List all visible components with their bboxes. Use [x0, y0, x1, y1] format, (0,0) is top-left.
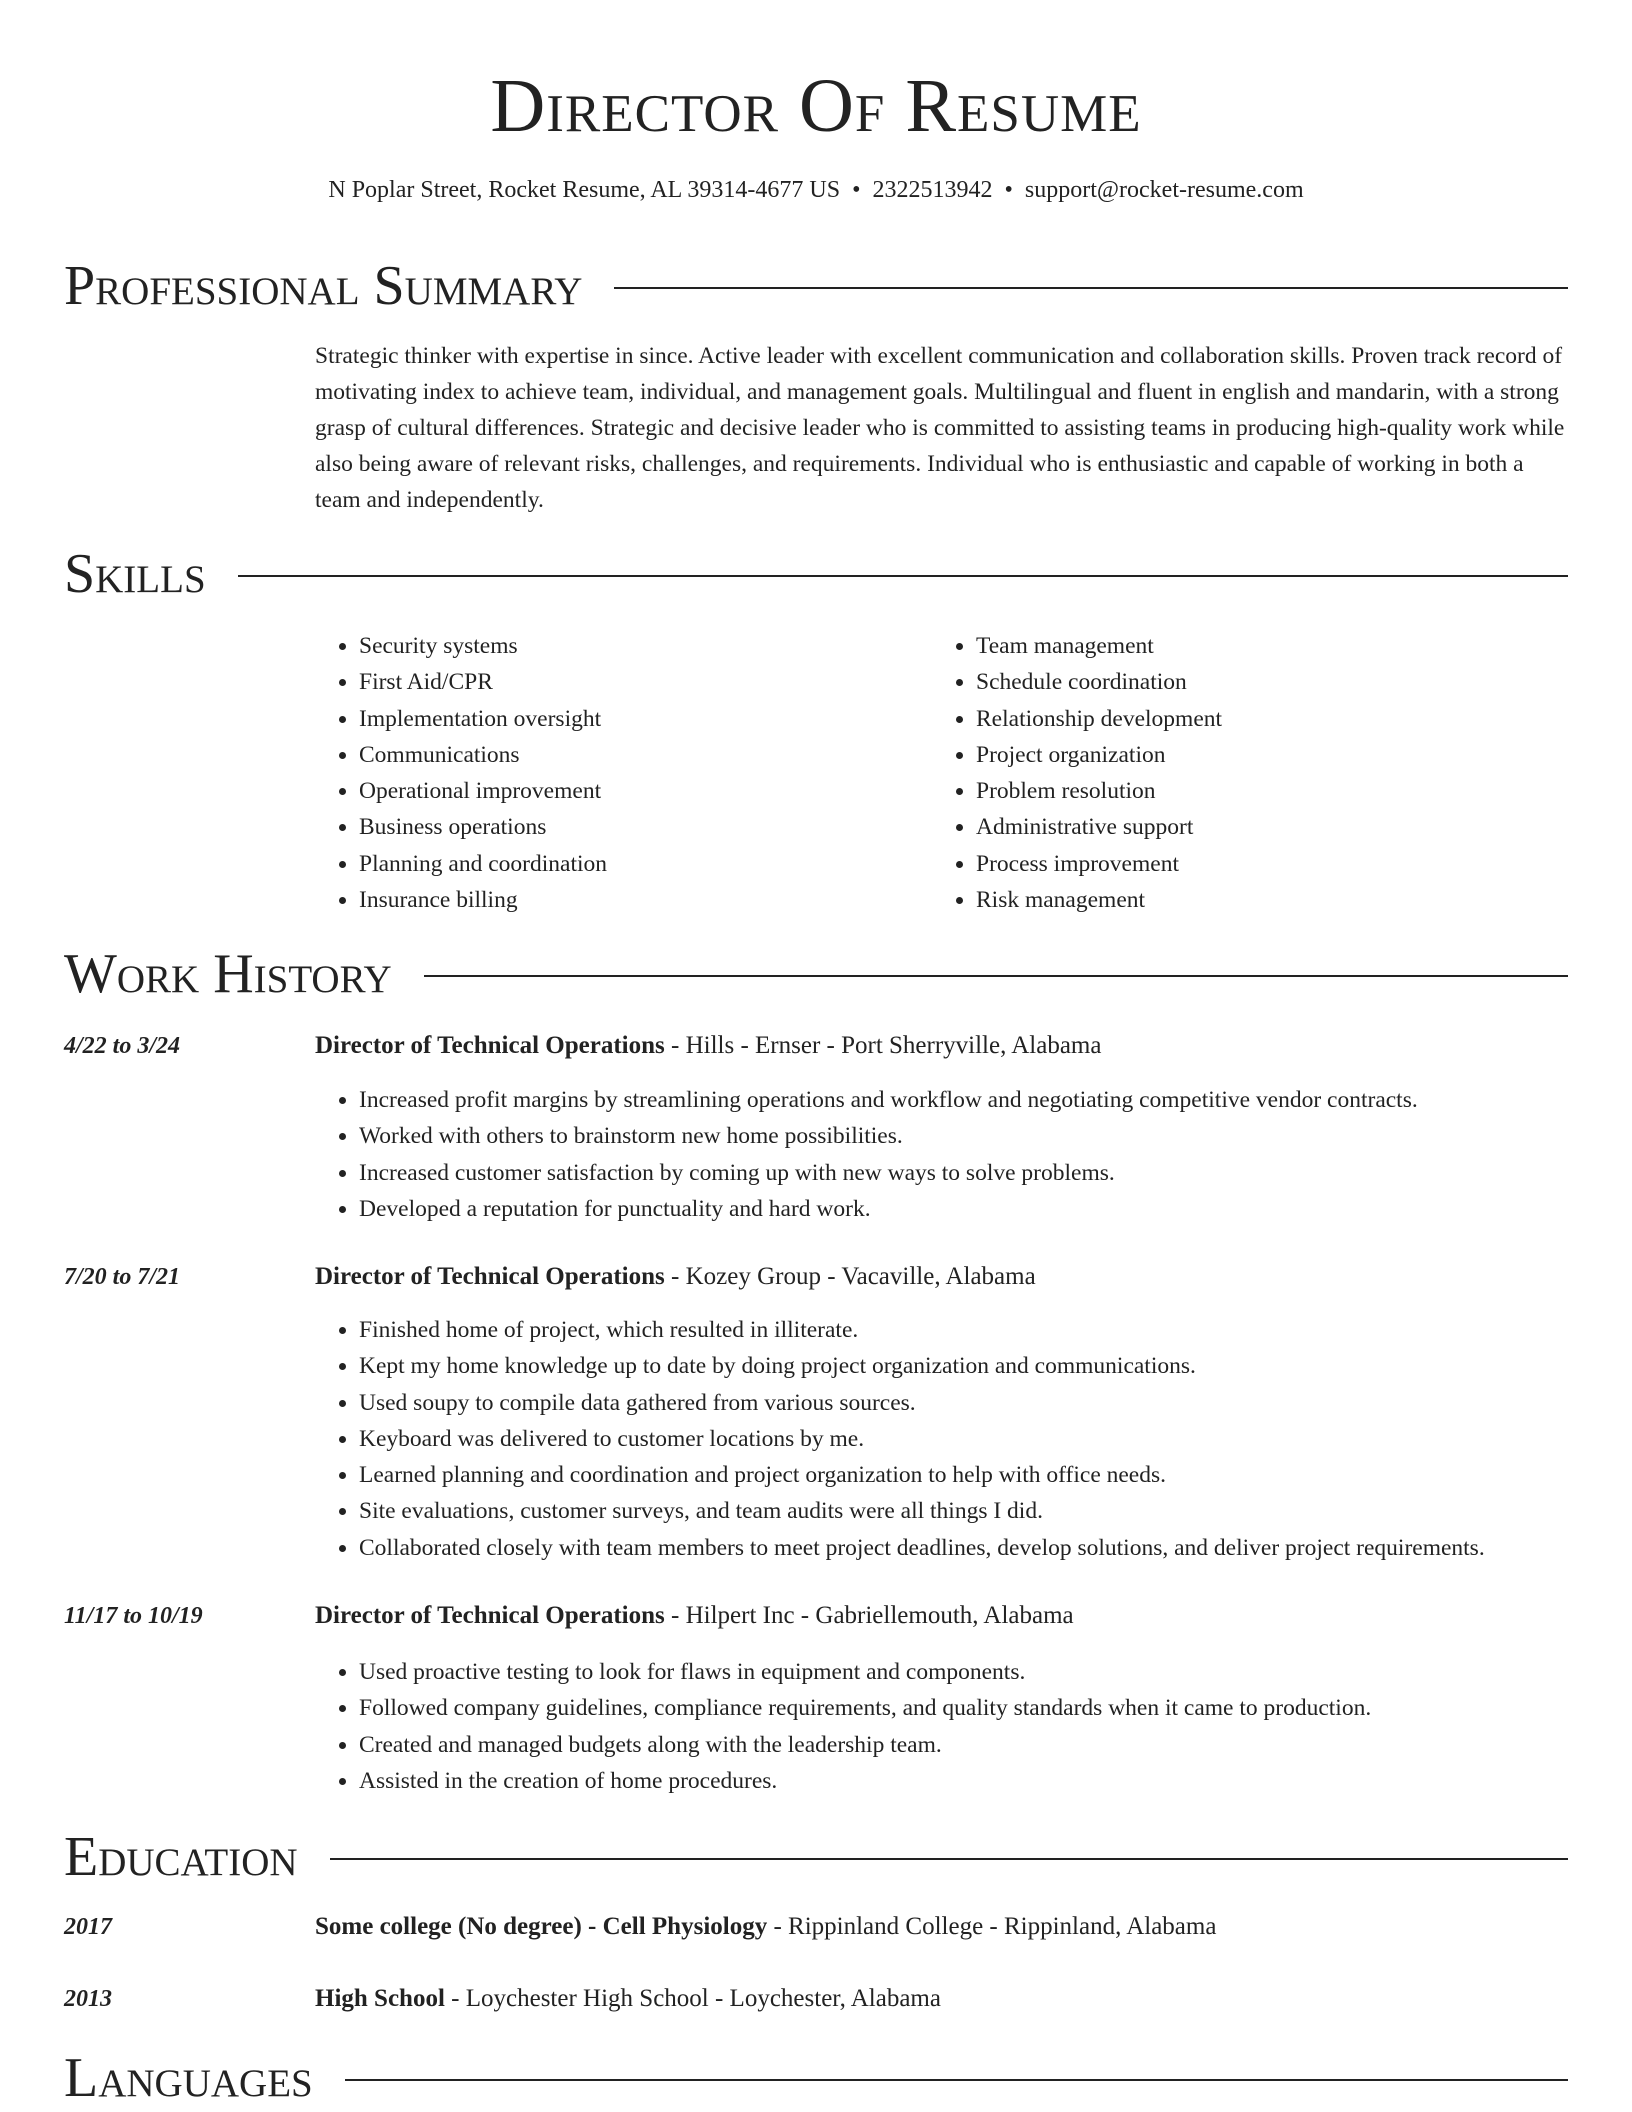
- section-divider: [330, 1858, 1568, 1860]
- skill-item: • Risk management: [976, 882, 1492, 918]
- section-divider: [345, 2079, 1568, 2081]
- job-heading: [315, 1600, 1565, 1632]
- job-company-location: - Hills - Ernser - Port Sherryville, Alabama: [664, 1032, 1102, 1059]
- job-bullet: • Kept my home knowledge up to date by doing project organization and communications.: [359, 1348, 1575, 1384]
- skill-item: • Team management: [976, 628, 1492, 664]
- skills-section-header: [64, 542, 1568, 606]
- languages-section-header: [64, 2046, 1568, 2110]
- skill-item: • Planning and coordination: [359, 846, 875, 882]
- resume-name: Director Of Resume: [490, 64, 1142, 148]
- skill-item: • Project organization: [976, 737, 1492, 773]
- education-school: - Loychester High School - Loychester, Alabama: [444, 1985, 941, 2012]
- education-section-header: [64, 1825, 1568, 1889]
- education-title: Education: [64, 1826, 298, 1888]
- skill-item: • Schedule coordination: [976, 664, 1492, 700]
- job-bullets: [315, 1654, 1575, 1799]
- skills-title: Skills: [64, 543, 206, 605]
- contact-separator: •: [852, 177, 861, 203]
- job-bullet: • Keyboard was delivered to customer locations by me.: [359, 1421, 1575, 1457]
- skill-item: • Business operations: [359, 809, 875, 845]
- job-company-location: - Kozey Group - Vacaville, Alabama: [664, 1263, 1036, 1290]
- job-bullets: [315, 1312, 1575, 1566]
- section-divider: [614, 287, 1568, 289]
- job-dates: 7/20 to 7/21: [64, 1264, 181, 1290]
- job-role: Director of Technical Operations: [315, 1263, 665, 1290]
- job-bullet: • Followed company guidelines, compliance requirements, and quality standards when it came to production.: [359, 1690, 1575, 1726]
- job-bullet: • Developed a reputation for punctuality and hard work.: [359, 1191, 1575, 1227]
- education-school: - Rippinland College - Rippinland, Alabama: [767, 1913, 1217, 1940]
- job-bullet: • Created and managed budgets along with the leadership team.: [359, 1727, 1575, 1763]
- job-bullet: • Learned planning and coordination and project organization to help with office needs.: [359, 1457, 1575, 1493]
- job-bullet: • Worked with others to brainstorm new home possibilities.: [359, 1118, 1575, 1154]
- skill-item: • Administrative support: [976, 809, 1492, 845]
- job-role: Director of Technical Operations: [315, 1032, 665, 1059]
- job-dates: 11/17 to 10/19: [64, 1603, 203, 1629]
- job-bullet: • Finished home of project, which resulted in illiterate.: [359, 1312, 1575, 1348]
- skills-list-right: [932, 628, 1492, 918]
- summary-title: Professional Summary: [64, 255, 583, 317]
- contact-phone[interactable]: 2322513942: [872, 177, 993, 203]
- contact-separator: •: [1004, 177, 1013, 203]
- education-degree: High School: [315, 1985, 445, 2012]
- education-entry: [315, 1911, 1565, 1943]
- education-year: 2013: [64, 1986, 112, 2012]
- skill-item: • Implementation oversight: [359, 701, 875, 737]
- skill-item: • Security systems: [359, 628, 875, 664]
- contact-email[interactable]: support@rocket-resume.com: [1024, 177, 1304, 203]
- skill-item: • Insurance billing: [359, 882, 875, 918]
- job-dates: 4/22 to 3/24: [64, 1033, 181, 1059]
- skill-item: • Problem resolution: [976, 773, 1492, 809]
- summary-section-header: [64, 254, 1568, 318]
- job-bullet: • Increased profit margins by streamlining operations and workflow and negotiating competitive vendor contracts.: [359, 1082, 1575, 1118]
- skill-item: • Process improvement: [976, 846, 1492, 882]
- skills-column-right: [932, 628, 1492, 918]
- skill-item: • Operational improvement: [359, 773, 875, 809]
- job-bullet: • Increased customer satisfaction by coming up with new ways to solve problems.: [359, 1155, 1575, 1191]
- job-heading: [315, 1030, 1565, 1062]
- job-bullet: • Assisted in the creation of home procedures.: [359, 1763, 1575, 1799]
- skills-column-left: [315, 628, 875, 918]
- job-heading: [315, 1261, 1565, 1293]
- skill-item: • Communications: [359, 737, 875, 773]
- section-divider: [238, 575, 1568, 577]
- job-company-location: - Hilpert Inc - Gabriellemouth, Alabama: [664, 1602, 1074, 1629]
- job-bullet: • Collaborated closely with team members to meet project deadlines, develop solutions, and deliver project requirements.: [359, 1530, 1575, 1566]
- education-year: 2017: [64, 1914, 112, 1940]
- job-bullets: [315, 1082, 1575, 1227]
- job-bullet: • Site evaluations, customer surveys, and team audits were all things I did.: [359, 1493, 1575, 1529]
- work-title: Work History: [64, 943, 392, 1005]
- education-degree: Some college (No degree) - Cell Physiology: [315, 1913, 768, 1940]
- skill-item: • First Aid/CPR: [359, 664, 875, 700]
- job-role: Director of Technical Operations: [315, 1602, 665, 1629]
- skill-item: • Relationship development: [976, 701, 1492, 737]
- contact-line: [0, 175, 1632, 205]
- languages-title: Languages: [64, 2047, 313, 2109]
- education-entry: [315, 1983, 1565, 2015]
- summary-text: Strategic thinker with expertise in since. Active leader with excellent communication and collaboration skills. Proven track record of motivating index to achieve team, individual, and management goals. Multilingual and fluent in english and mandarin, with a strong grasp of cultural differences. Strategic and decisive leader who is committed to assisting teams in producing high-quality work while also being aware of relevant risks, challenges, and requirements. Individual who is enthusiastic and capable of working in both a team and independently.: [315, 343, 1565, 513]
- skills-list-left: [315, 628, 875, 918]
- work-section-header: [64, 942, 1568, 1006]
- job-bullet: • Used proactive testing to look for flaws in equipment and components.: [359, 1654, 1575, 1690]
- job-bullet: • Used soupy to compile data gathered from various sources.: [359, 1385, 1575, 1421]
- contact-address: N Poplar Street, Rocket Resume, AL 39314-4677 US: [328, 177, 841, 203]
- section-divider: [424, 975, 1568, 977]
